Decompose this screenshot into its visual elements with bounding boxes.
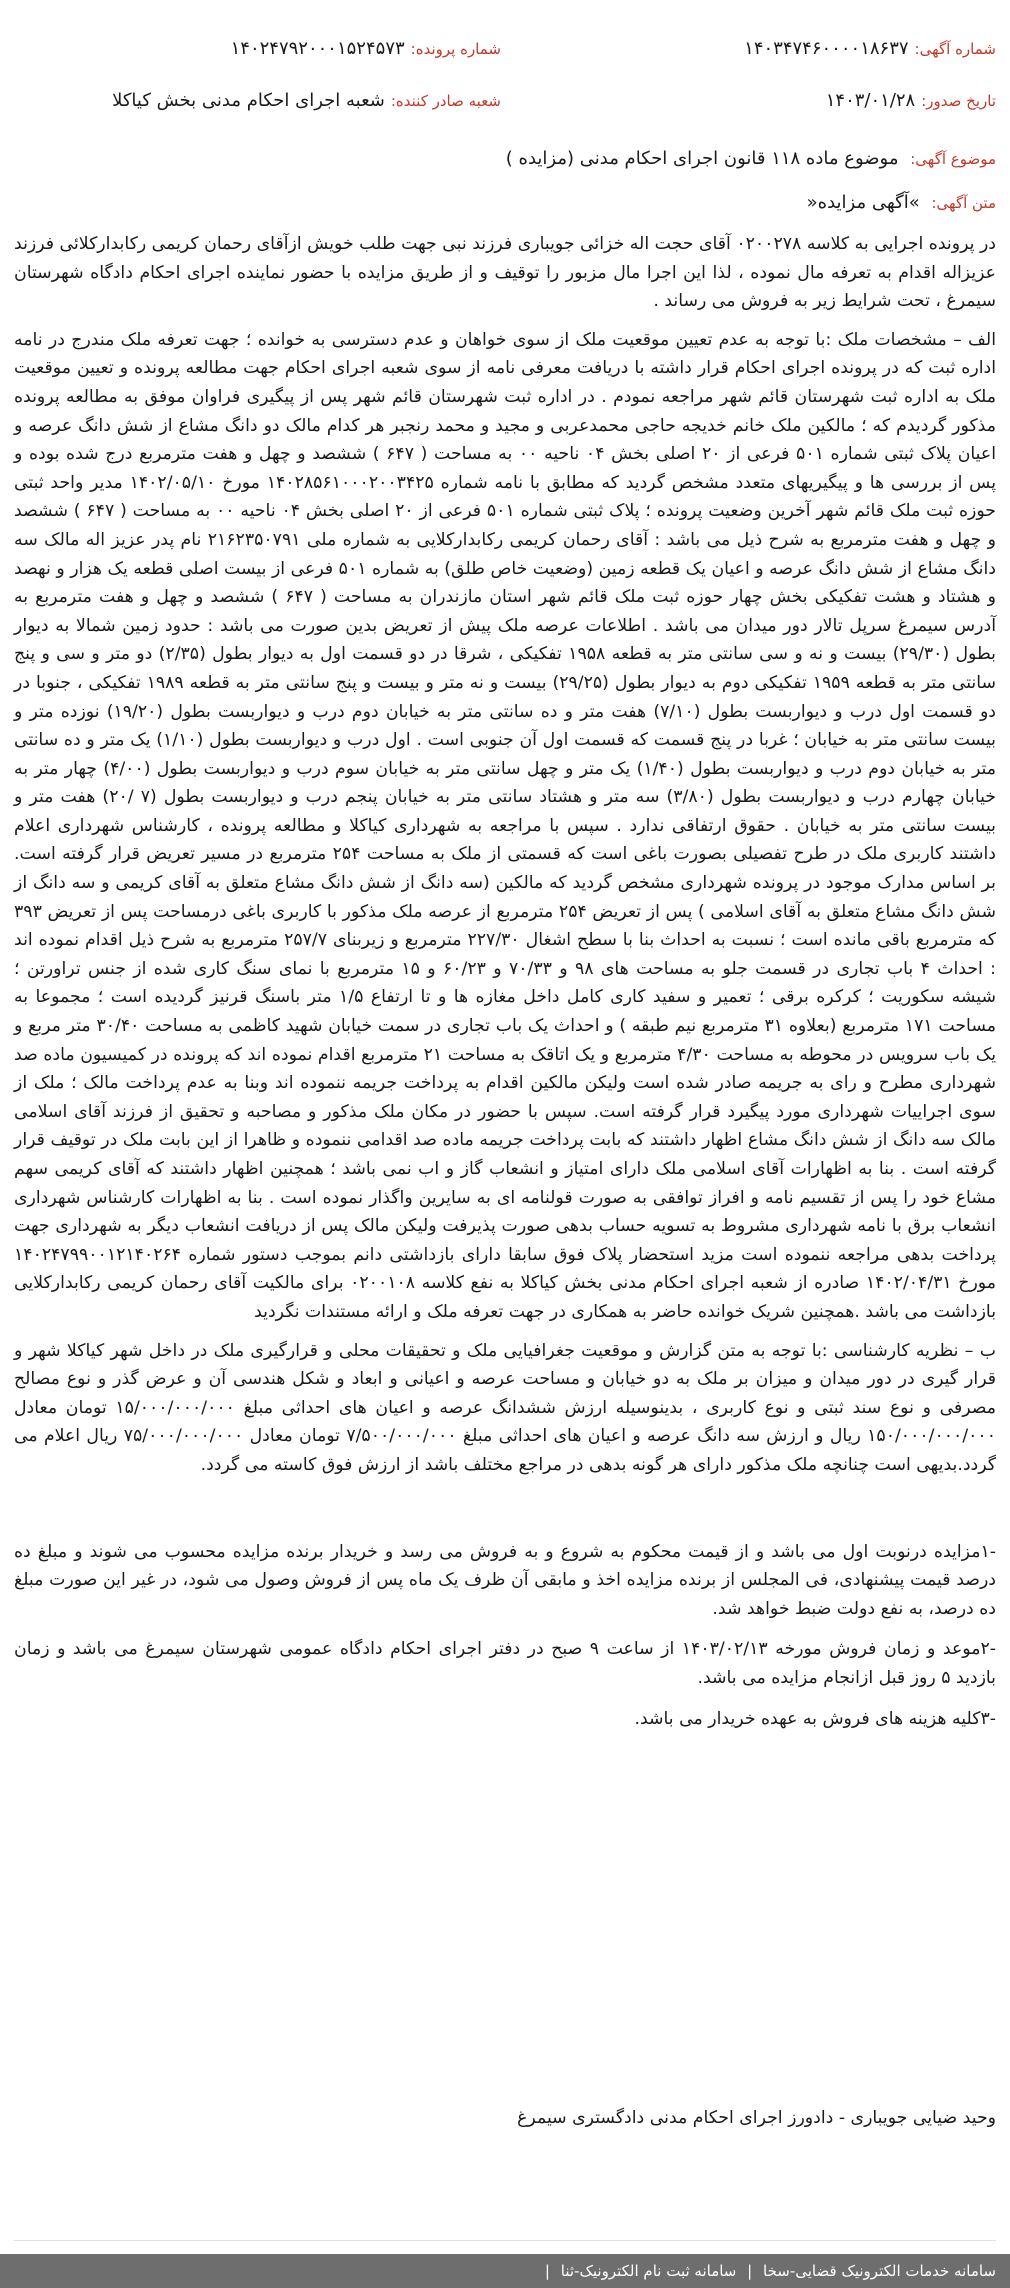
notice-number-row [744, 36, 996, 62]
divider [14, 2240, 996, 2241]
issuer-label: شعبه صادر کننده: [390, 92, 501, 110]
intro-paragraph: در پرونده اجرایی به کلاسه ۰۲۰۰۲۷۸ آقای حجت اله خزائی جویباری فرزند نبی جهت طلب خویش ازآقای رحمان کریمی رکابدارکلائی فرزند عزیزاله اقدام به تعرفه مال نموده ، لذا این اجرا مال مزبور را توقیف و از طریق مزایده با حضور نماینده اجرای احکام دادگاه شهرستان سیمرغ ، تحت شرایط زیر به فروش می رساند . [14, 234, 996, 312]
notice-text-label: متن آگهی: [931, 194, 996, 212]
footer-bar [0, 2254, 1010, 2288]
property-specs-paragraph: الف – مشخصات ملک :با توجه به عدم تعیین موقعیت ملک از سوی خواهان و عدم دسترسی به خوانده ؛ جهت تعرفه ملک مندرج در نامه اداره ثبت که در پرونده اجرای احکام قرار داشته با دریافت معرفی نامه از سوی شعبه اجرای احکام جهت مطالعه پرونده و تعیین موقعیت ملک به اداره ثبت شهرستان قائم شهر مراجعه نمودم . در اداره ثبت شهرستان قائم شهر پس از پیگیری فراوان موفق به مطالعه پرونده مذکور گردیدم که ؛ مالکین ملک خانم خدیجه حاجی محمدعربی و مجید و محمد رنجبر هر کدام مالک دو دانگ مشاع از شش دانگ عرصه و اعیان پلاک ثبتی شماره ۵۰۱ فرعی از ۲۰ اصلی بخش ۰۴ ناحیه ۰۰ به مساحت ( ۶۴۷ ) ششصد و چهل و هفت مترمربع درج شده بوده و پس از بررسی ها و پیگیریهای متعدد مشخص گردید که مطابق با نامه شماره ۱۴۰۲۸۵۶۱۰۰۰۲۰۰۳۴۲۵ مورخ ۱۴۰۲/۰۵/۱۰ مدیر واحد ثبتی حوزه ثبت ملک قائم شهر آخرین وضعیت پرونده ؛ پلاک ثبتی شماره ۵۰۱ فرعی از ۲۰ اصلی بخش ۰۴ ناحیه ۰۰ به مساحت ( ۶۴۷ ) ششصد و چهل و هفت مترمربع به شرح ذیل می باشد : آقای رحمان کریمی رکابدارکلایی به شماره ملی ۲۱۶۲۳۵۰۷۹۱ نام پدر عزیز اله مالک سه دانگ مشاع از شش دانگ عرصه و اعیان یک قطعه زمین (وضعیت خاص طلق) به شماره ۵۰۱ فرعی از بیست اصلی قطعه یک هزار و نهصد و هشتاد و هشت تفکیکی بخش چهار حوزه ثبت ملک قائم شهر استان مازندران به مساحت ( ۶۴۷ ) ششصد و چهل و هفت مترمربع به آدرس سیمرغ سرپل تالار دور میدان می باشد . اطلاعات عرصه ملک پیش از تعریض بدین صورت می باشد : حدود زمین شمالا به دیوار بطول (۲۹/۳۰) بیست و نه و سی سانتی متر به قطعه ۱۹۵۸ تفکیکی ، شرقا در دو قسمت اول به دیوار بطول (۲/۳۵) دو متر و سی و پنج سانتی متر به قطعه ۱۹۵۹ تفکیکی دوم به دیوار بطول (۲۹/۲۵) بیست و نه متر و بیست و پنج سانتی متر به قطعه ۱۹۸۹ تفکیکی ، جنوبا در دو قسمت اول درب و دیواربست بطول (۷/۱۰) هفت متر و ده سانتی متر به خیابان دوم درب و دیواربست بطول (۱۹/۲۰) نوزده متر و بیست سانتی متر به خیابان ؛ غربا در پنج قسمت که قسمت اول آن جنوبی است . اول درب و دیواربست بطول (۱/۱۰) یک متر و ده سانتی متر به خیابان دوم درب و دیواربست بطول (۱/۴۰) یک متر و چهل سانتی متر به خیابان سوم درب و دیواربست بطول (۴/۰۰) چهار متر به خیابان چهارم درب و دیواربست بطول (۳/۸۰) سه متر و هشتاد سانتی متر به خیابان پنجم درب و دیواربست بطول (۷ /۲۰) هفت متر و بیست سانتی متر به خیابان . حقوق ارتفاقی ندارد . سپس با مراجعه به شهرداری کیاکلا و مطالعه پرونده ، کارشناس شهرداری اعلام داشتند کاربری ملک در طرح تفصیلی بصورت باغی است که قسمتی از ملک به مساحت ۲۵۴ مترمربع در مسیر تعریض قرار گرفته است. بر اساس مدارک موجود در پرونده شهرداری مشخص گردید که مالکین (سه دانگ از شش دانگ مشاع متعلق به آقای کریمی و سه دانگ از شش دانگ مشاع متعلق به آقای اسلامی ) پس از تعریض ۲۵۴ مترمربع از عرصه ملک مذکور با کاربری باغی درمساحت پس از تعریض ۳۹۳ که مترمربع باقی مانده است ؛ نسبت به احداث بنا با سطح اشغال ۲۲۷/۳۰ مترمربع و زیربنای ۲۵۷/۷ مترمربع به شرح ذیل اقدام نموده اند : احداث ۴ باب تجاری در قسمت جلو به مساحت های ۹۸ و ۷۰/۳۳ و ۶۰/۲۳ و ۱۵ مترمربع با نمای سنگ کاری شده از جنس تراورتن ؛ شیشه سکوریت ؛ کرکره برقی ؛ تعمیر و سفید کاری کامل داخل مغازه ها و تا ارتفاع ۱/۵ متر باسنگ قرنیز گردیده است ؛ مجموعا به مساحت ۱۷۱ مترمربع (بعلاوه ۳۱ مترمربع نیم طبقه ) و احداث یک باب تجاری در سمت خیابان شهید کاظمی به مساحت ۳۰/۴۰ متر مربع و یک باب سرویس در محوطه به مساحت ۴/۳۰ مترمربع و یک اتاقک به مساحت ۲۱ مترمربع اقدام نموده اند که پرونده در کمیسیون ماده صد شهرداری مطرح و رای به جریمه صادر شده است ولیکن مالکین اقدام به پرداخت جریمه ننموده اند وبنا به عدم پرداخت مالک ؛ ملک از سوی اجراییات شهرداری مورد پیگیرد قرار گرفته است. سپس با حضور در مکان ملک مذکور و مصاحبه و تحقیق از فرزند آقای اسلامی مالک سه دانگ از شش دانگ مشاع اظهار داشتند که بابت پرداخت جریمه ماده صد اقدامی ننموده و ظاهرا از این بابت ملک در توقیف قرار گرفته است . بنا به اظهارات آقای اسلامی ملک دارای امتیاز و انشعاب گاز و اب نمی باشد ؛ همچنین اظهار داشتند که آقای کریمی سهم مشاع خود را پس از تقسیم نامه و افراز توافقی به صورت قولنامه ای به سایرین واگذار نموده است . بنا به اظهارات کارشناس شهرداری انشعاب برق با نامه شهرداری مشروط به تسویه حساب بدهی صورت پذیرفت ولیکن مالک پس از دریافت انشعاب دیگر به شهرداری جهت پرداخت بدهی مراجعه ننموده است مزید استحضار پلاک فوق سابقا دارای بازداشتی دانم بموجب دستور شماره ۱۴۰۲۴۷۹۹۰۰۱۲۱۴۰۲۶۴ مورخ ۱۴۰۲/۰۴/۳۱ صادره از شعبه اجرای احکام مدنی بخش کیاکلا به نفع کلاسه ۰۲۰۰۱۰۸ برای مالکیت آقای رحمان کریمی رکابدارکلایی بازداشت می باشد .همچنین شریک خوانده حاضر به همکاری در جهت تعرفه ملک و ارائه مستندات نگردید [14, 329, 997, 1322]
notice-body [14, 230, 996, 1745]
issuer: شعبه اجرای احکام مدنی بخش کیاکلا [112, 90, 385, 111]
issuer-row [112, 88, 501, 114]
issue-date: ۱۴۰۳/۰۱/۲۸ [825, 90, 916, 111]
issue-date-row [826, 88, 996, 114]
condition-item-1: -۱مزایده درنوبت اول می باشد و از قیمت محکوم به شروع و به فروش می رسد و خریدار برنده مزایده محسوب می شوند و مبلغ ده درصد قیمت پیشنهادی، فی المجلس از برنده مزایده اخذ و مابقی آن ظرف یک ماه پس از فروش وصول می شود، در غیر این صورت مبلغ ده درصد، به نفع دولت ضبط خواهد شد. [14, 1541, 996, 1619]
case-number-row [231, 36, 501, 62]
topic-label: موضوع آگهی: [910, 150, 996, 168]
signature: وحید ضیایی جویباری - دادورز اجرای احکام مدنی دادگستری سیمرغ [517, 2108, 996, 2128]
notice-title-row [14, 190, 996, 216]
footer-link-sana[interactable]: سامانه ثبت نام الکترونیک-ثنا [560, 2262, 737, 2280]
notice-number-label: شماره آگهی: [914, 40, 996, 58]
notice-header [14, 24, 996, 134]
case-number-label: شماره پرونده: [410, 40, 501, 58]
footer-link-sakha[interactable]: سامانه خدمات الکترونیک قضایی-سخا [763, 2262, 996, 2280]
footer-separator: | [747, 2262, 753, 2280]
condition-item-2: -۲موعد و زمان فروش مورخه ۱۴۰۳/۰۲/۱۳ از ساعت ۹ صبح در دفتر اجرای احکام دادگاه عمومی شهرستان سیمرغ می باشد و زمان بازدید ۵ روز قبل ازانجام مزایده می باشد. [14, 1639, 996, 1688]
issue-date-label: تاریخ صدور: [921, 92, 996, 110]
case-number: ۱۴۰۲۴۷۹۲۰۰۰۱۵۲۴۵۷۳ [230, 38, 405, 59]
topic-value: موضوع ماده ۱۱۸ قانون اجرای احکام مدنی (مزایده ) [505, 148, 899, 169]
notice-number: ۱۴۰۳۴۷۴۶۰۰۰۰۱۸۶۳۷ [744, 38, 909, 59]
notice-topic [14, 146, 996, 172]
footer-separator-2: | [544, 2262, 550, 2280]
expert-opinion-paragraph: ب – نظریه کارشناسی :با توجه به متن گزارش و موقعیت جغرافیایی ملک و تحقیقات محلی و قرارگیری ملک در داخل شهر کیاکلا شهر و قرار گیری در دور میدان و میزان بر ملک به دو خیابان و مساحت عرصه و اعیانی و ابعاد و شکل هندسی آن و عرض گذر و نوع مصالح مصرفی و نوع سند ثبتی و نوع کاربری ، بدینوسیله ارزش ششدانگ عرصه و اعیان های احداثی مبلغ ۱۵/۰۰۰/۰۰۰/۰۰۰ تومان معادل ۱۵۰/۰۰۰/۰۰۰/۰۰۰ ریال و ارزش سه دانگ عرصه و اعیان های احداثی مبلغ ۷/۵۰۰/۰۰۰/۰۰۰ تومان معادل ۷۵/۰۰۰/۰۰۰/۰۰۰ ریال اعلام می گردد.بدیهی است چنانچه ملک مذکور دارای هر گونه بدهی در مراجع مختلف باشد از ارزش فوق کاسته می گردد. [14, 1340, 997, 1475]
notice-title: »آگهی مزایده« [806, 192, 920, 213]
condition-item-3: -۳کلیه هزینه های فروش به عهده خریدار می باشد. [634, 1708, 996, 1729]
